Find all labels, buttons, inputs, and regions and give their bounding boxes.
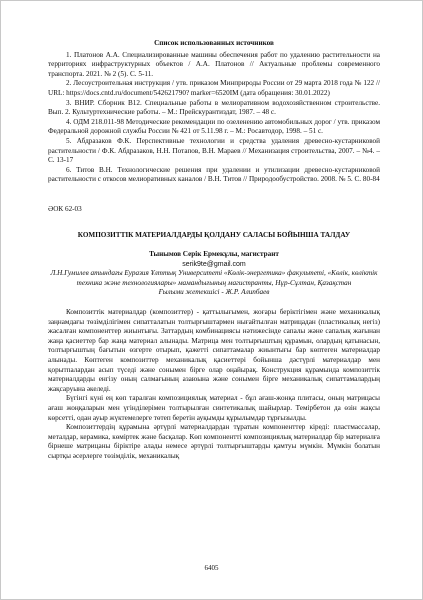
document-page (48, 39, 380, 462)
reference-item: 1. Платонов А.А. Специализированные машины обеспечения работ по удалению растительности на территориях инфраструктурных объектов / А.А. Платонов // Актуальные проблемы современного транспорта. 2021. № 2 (5). С. 5-11. (48, 50, 380, 78)
article-title: КОМПОЗИТТІК МАТЕРИАЛДАРДЫ ҚОЛДАНУ САЛАСЫ БОЙЫНША ТАЛДАУ (77, 230, 351, 239)
page-number: 6405 (204, 564, 219, 572)
body-paragraph: Композиттік материалдар (композиттер) - қаттылығымен, жоғары беріктігімен және механикалық заңнамдағы төзімділігімен сипатталатын толтырғыштармен нығайтылған матрицадан (пластикалық негіз) жасалған компоненттер жиынтығы. Заттардың комбинациясы нәтижесінде сапалы және сапалық жағынан жаңа қасиеттер бар жаңа материал алынады. Матрица мен толтырғыштың құрамын, олардың қатынасын, толтырғыштың бағытын өзгерте отырып, қажетті сипаттамалар жиынтығы бар көптеген материалдар алынады. Көптеген композиттер механикалық қасиеттері бойынша дәстүрлі материалдар мен қорытпалардан асып түседі және сонымен бірге олар оңайырақ. Конструкция құрамында композиттік материалдарды енгізу оның салмағының азаюына және сонымен бірге механикалық сипаттамалардың жақсаруына әкеледі. (48, 308, 380, 393)
affiliation-line: Л.Н.Гумилев атындағы Еуразия Ұлттық Университеті «Көлік-энергетика» факультеті, «Көлік, көліктік техника және технологиялары» мамандығының магистранты, Нұр-Сұлтан, Қазақстан (50, 269, 378, 287)
reference-item: 4. ОДМ 218.011-98 Методические рекомендации по озеленению автомобильных дорог / утв. приказом Федеральной дорожной службы России № 421 от 5.11.98 г. – М.: Росавтодор, 1998. – 51 с. (48, 117, 380, 136)
reference-item: 6. Титов В.Н. Технологические решения при удалении и утилизации древесно-кустарниковой растительности с откосов мелиоративных каналов / В.Н. Титов // Природообустройство. 2008. № 5. С. 80-84 (48, 165, 380, 184)
author-email: serik9te@gmail.com (182, 260, 246, 268)
supervisor-line: Ғылыми жетекшісі - Ж.Р. Алипбаев (158, 288, 270, 297)
references-title: Список использованных источников (154, 39, 274, 47)
udc-code: ӘОК 62-03 (48, 204, 82, 213)
author-name: Тынымов Серік Ермекұлы, магистрант (149, 250, 279, 259)
body-paragraph: Композиттердің құрамына әртүрлі материалдардан тұратын компоненттер кіреді: пластмассалар, металдар, керамика, көміртек және басқалар. Көп компонентті композициялық материалдар бір материалға бірнеше матрицаны біріктіре алады немесе әртүрлі толтырғыштарды қамтуы мүмкін. Мүмкін болатын сыртқы әсерлерге төзімділік, механикалық (48, 423, 380, 460)
body-paragraph: Бүгінгі күні ең көп таралған композициялық материал - бұл ағаш-жонқа плитасы, оның матрицасы ағаш жоңқаларын мен үгінділерімен толтырылған синтетикалық шайырлар. Темірбетон да өзін жақсы көрсетті, одан ауыр жүктемелерге төтеп беретін ауқымды құрылымдар тұрғызылды. (48, 394, 380, 422)
reference-item: 5. Абдразаков Ф.К. Перспективные технологии и средства удаления древесно-кустарниковой растительности / Ф.К. Абдразаков, Н.Н. Потапов, В.Н. Мараев // Механизация строительства, 2007. – №4. – С. 13-17 (48, 136, 380, 165)
reference-item: 2. Лесоустроительная инструкция / утв. приказом Минприроды России от 29 марта 2018 года № 122 // URL: https://docs.cntd.ru/document/542621790? marker=6520IM (дата обращения: 30.01.2022) (48, 79, 380, 97)
reference-item: 3. ВНИР. Сборник В12. Специальные работы в мелиоративном водохозяйственном строительстве. Вып. 2. Культуртехнические работы. – М.: Прейскурантиздат, 1987. – 48 с. (48, 98, 380, 117)
